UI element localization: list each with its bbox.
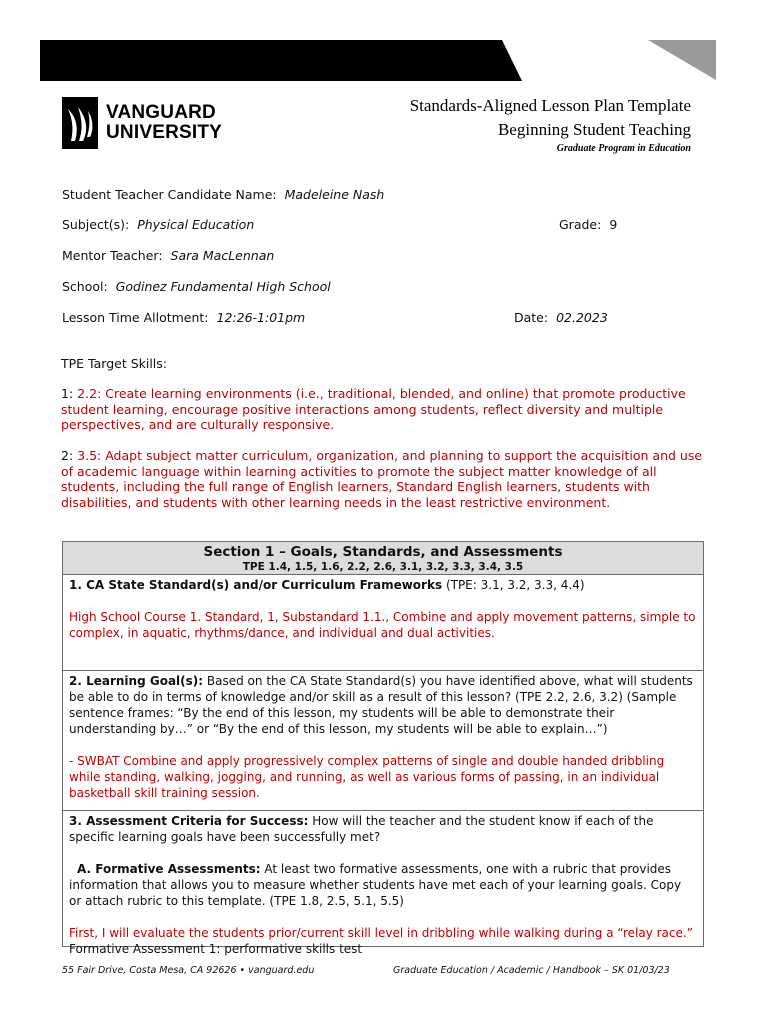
subject-value: Physical Education bbox=[137, 217, 255, 232]
grade-value: 9 bbox=[609, 217, 618, 232]
time-allotment-value: 12:26-1:01pm bbox=[216, 310, 306, 325]
grade-field bbox=[559, 217, 617, 233]
candidate-name-field bbox=[62, 187, 384, 203]
date-label: Date: bbox=[514, 310, 549, 325]
formative-assessments-prompt: At least two formative assessments, one with a rubric that provides information that allows you to measure whether students have met each of your learning goals. Copy or attach rubric to this template. (TPE 1.8, 2.5, 5.1, 5.5) bbox=[69, 862, 682, 908]
school-field bbox=[62, 279, 331, 295]
learning-goals-answer: - SWBAT Combine and apply progressively complex patterns of single and double handed dribbling while standing, walking, jogging, and running, as well as various forms of passing, in an individual basketball skill training session. bbox=[69, 754, 665, 800]
subject-field bbox=[62, 217, 254, 233]
subject-label: Subject(s): bbox=[62, 217, 130, 232]
tpe-item-2 bbox=[61, 448, 711, 510]
logo-flame-icon bbox=[62, 97, 98, 149]
mentor-teacher-label: Mentor Teacher: bbox=[62, 248, 163, 263]
standards-tpe: (TPE: 3.1, 3.2, 3.3, 4.4) bbox=[445, 578, 585, 592]
mentor-teacher-field bbox=[62, 248, 274, 264]
school-value: Godinez Fundamental High School bbox=[115, 279, 331, 294]
tpe-item-2-number: 2: bbox=[61, 448, 74, 463]
learning-goals-label: 2. Learning Goal(s): bbox=[69, 674, 204, 688]
header-black-bar bbox=[40, 40, 522, 81]
grade-label: Grade: bbox=[559, 217, 602, 232]
time-allotment-field bbox=[62, 310, 305, 326]
standards-label: 1. CA State Standard(s) and/or Curriculum Frameworks bbox=[69, 578, 443, 592]
assessment-criteria-cell bbox=[63, 811, 703, 956]
time-allotment-label: Lesson Time Allotment: bbox=[62, 310, 209, 325]
candidate-name-value: Madeleine Nash bbox=[284, 187, 385, 202]
standards-answer: High School Course 1. Standard, 1, Substandard 1.1., Combine and apply movement patterns, simple to complex, in aquatic, rhythms/dance, and individual and dual activities. bbox=[69, 610, 696, 640]
learning-goals-cell bbox=[63, 671, 703, 811]
footer-handbook-ref: Graduate Education / Academic / Handbook – SK 01/03/23 bbox=[393, 965, 670, 976]
document-title-block bbox=[410, 94, 691, 156]
tpe-heading: TPE Target Skills: bbox=[61, 356, 168, 371]
tpe-item-2-text: 3.5: Adapt subject matter curriculum, organization, and planning to support the acquisition and use of academic language within learning activities to promote the subject matter knowledge of all students, including the full range of English learners, Standard English learners, students with disabilities, and students with other learning needs in the least restrictive environment. bbox=[61, 448, 703, 510]
footer-address: 55 Fair Drive, Costa Mesa, CA 92626 • vanguard.edu bbox=[62, 965, 315, 976]
program-name: Graduate Program in Education bbox=[556, 143, 691, 154]
formative-assessments-answer: First, I will evaluate the students prior/current skill level in dribbling while walking during a “relay race.” bbox=[69, 926, 693, 940]
formative-assessments-label: A. Formative Assessments: bbox=[77, 862, 261, 876]
date-field bbox=[514, 310, 608, 326]
document-subtitle: Beginning Student Teaching bbox=[497, 120, 691, 139]
logo-line-2: UNIVERSITY bbox=[106, 122, 223, 143]
logo-line-1: VANGUARD bbox=[106, 102, 216, 123]
section-1-tpe-list: TPE 1.4, 1.5, 1.6, 2.2, 2.6, 3.1, 3.2, 3.3, 3.4, 3.5 bbox=[242, 561, 524, 573]
header-corner-triangle bbox=[648, 40, 716, 80]
document-title: Standards-Aligned Lesson Plan Template bbox=[409, 96, 691, 115]
tpe-item-1-text: 2.2: Create learning environments (i.e., traditional, blended, and online) that promote productive student learning, encourage positive interactions among students, reflect diversity and multiple perspectives, and are culturally responsive. bbox=[61, 386, 686, 432]
learning-goals-prompt: Based on the CA State Standard(s) you have identified above, what will students be able to do in terms of knowledge and/or skill as a result of this lesson? (TPE 2.2, 2.6, 3.2) (Sample sentence frames: “By the end of this lesson, my students will be able to demonstrate their understanding by…” or “By the end of this lesson, my students will be able to explain…”) bbox=[69, 674, 693, 736]
candidate-name-label: Student Teacher Candidate Name: bbox=[62, 187, 277, 202]
tpe-item-1 bbox=[61, 386, 711, 433]
school-label: School: bbox=[62, 279, 108, 294]
mentor-teacher-value: Sara MacLennan bbox=[170, 248, 275, 263]
formative-assessment-1-line: Formative Assessment 1: performative skills test bbox=[69, 942, 363, 956]
date-value: 02.2023 bbox=[556, 310, 608, 325]
vanguard-logo bbox=[62, 97, 240, 149]
section-1-table bbox=[62, 541, 704, 956]
assessment-criteria-prompt: How will the teacher and the student know if each of the specific learning goals have been successfully met? bbox=[69, 814, 654, 844]
tpe-item-1-number: 1: bbox=[61, 386, 74, 401]
section-1-title: Section 1 – Goals, Standards, and Assessments bbox=[203, 544, 563, 560]
standards-cell bbox=[63, 575, 703, 671]
section-1-header bbox=[63, 542, 703, 575]
assessment-criteria-label: 3. Assessment Criteria for Success: bbox=[69, 814, 309, 828]
